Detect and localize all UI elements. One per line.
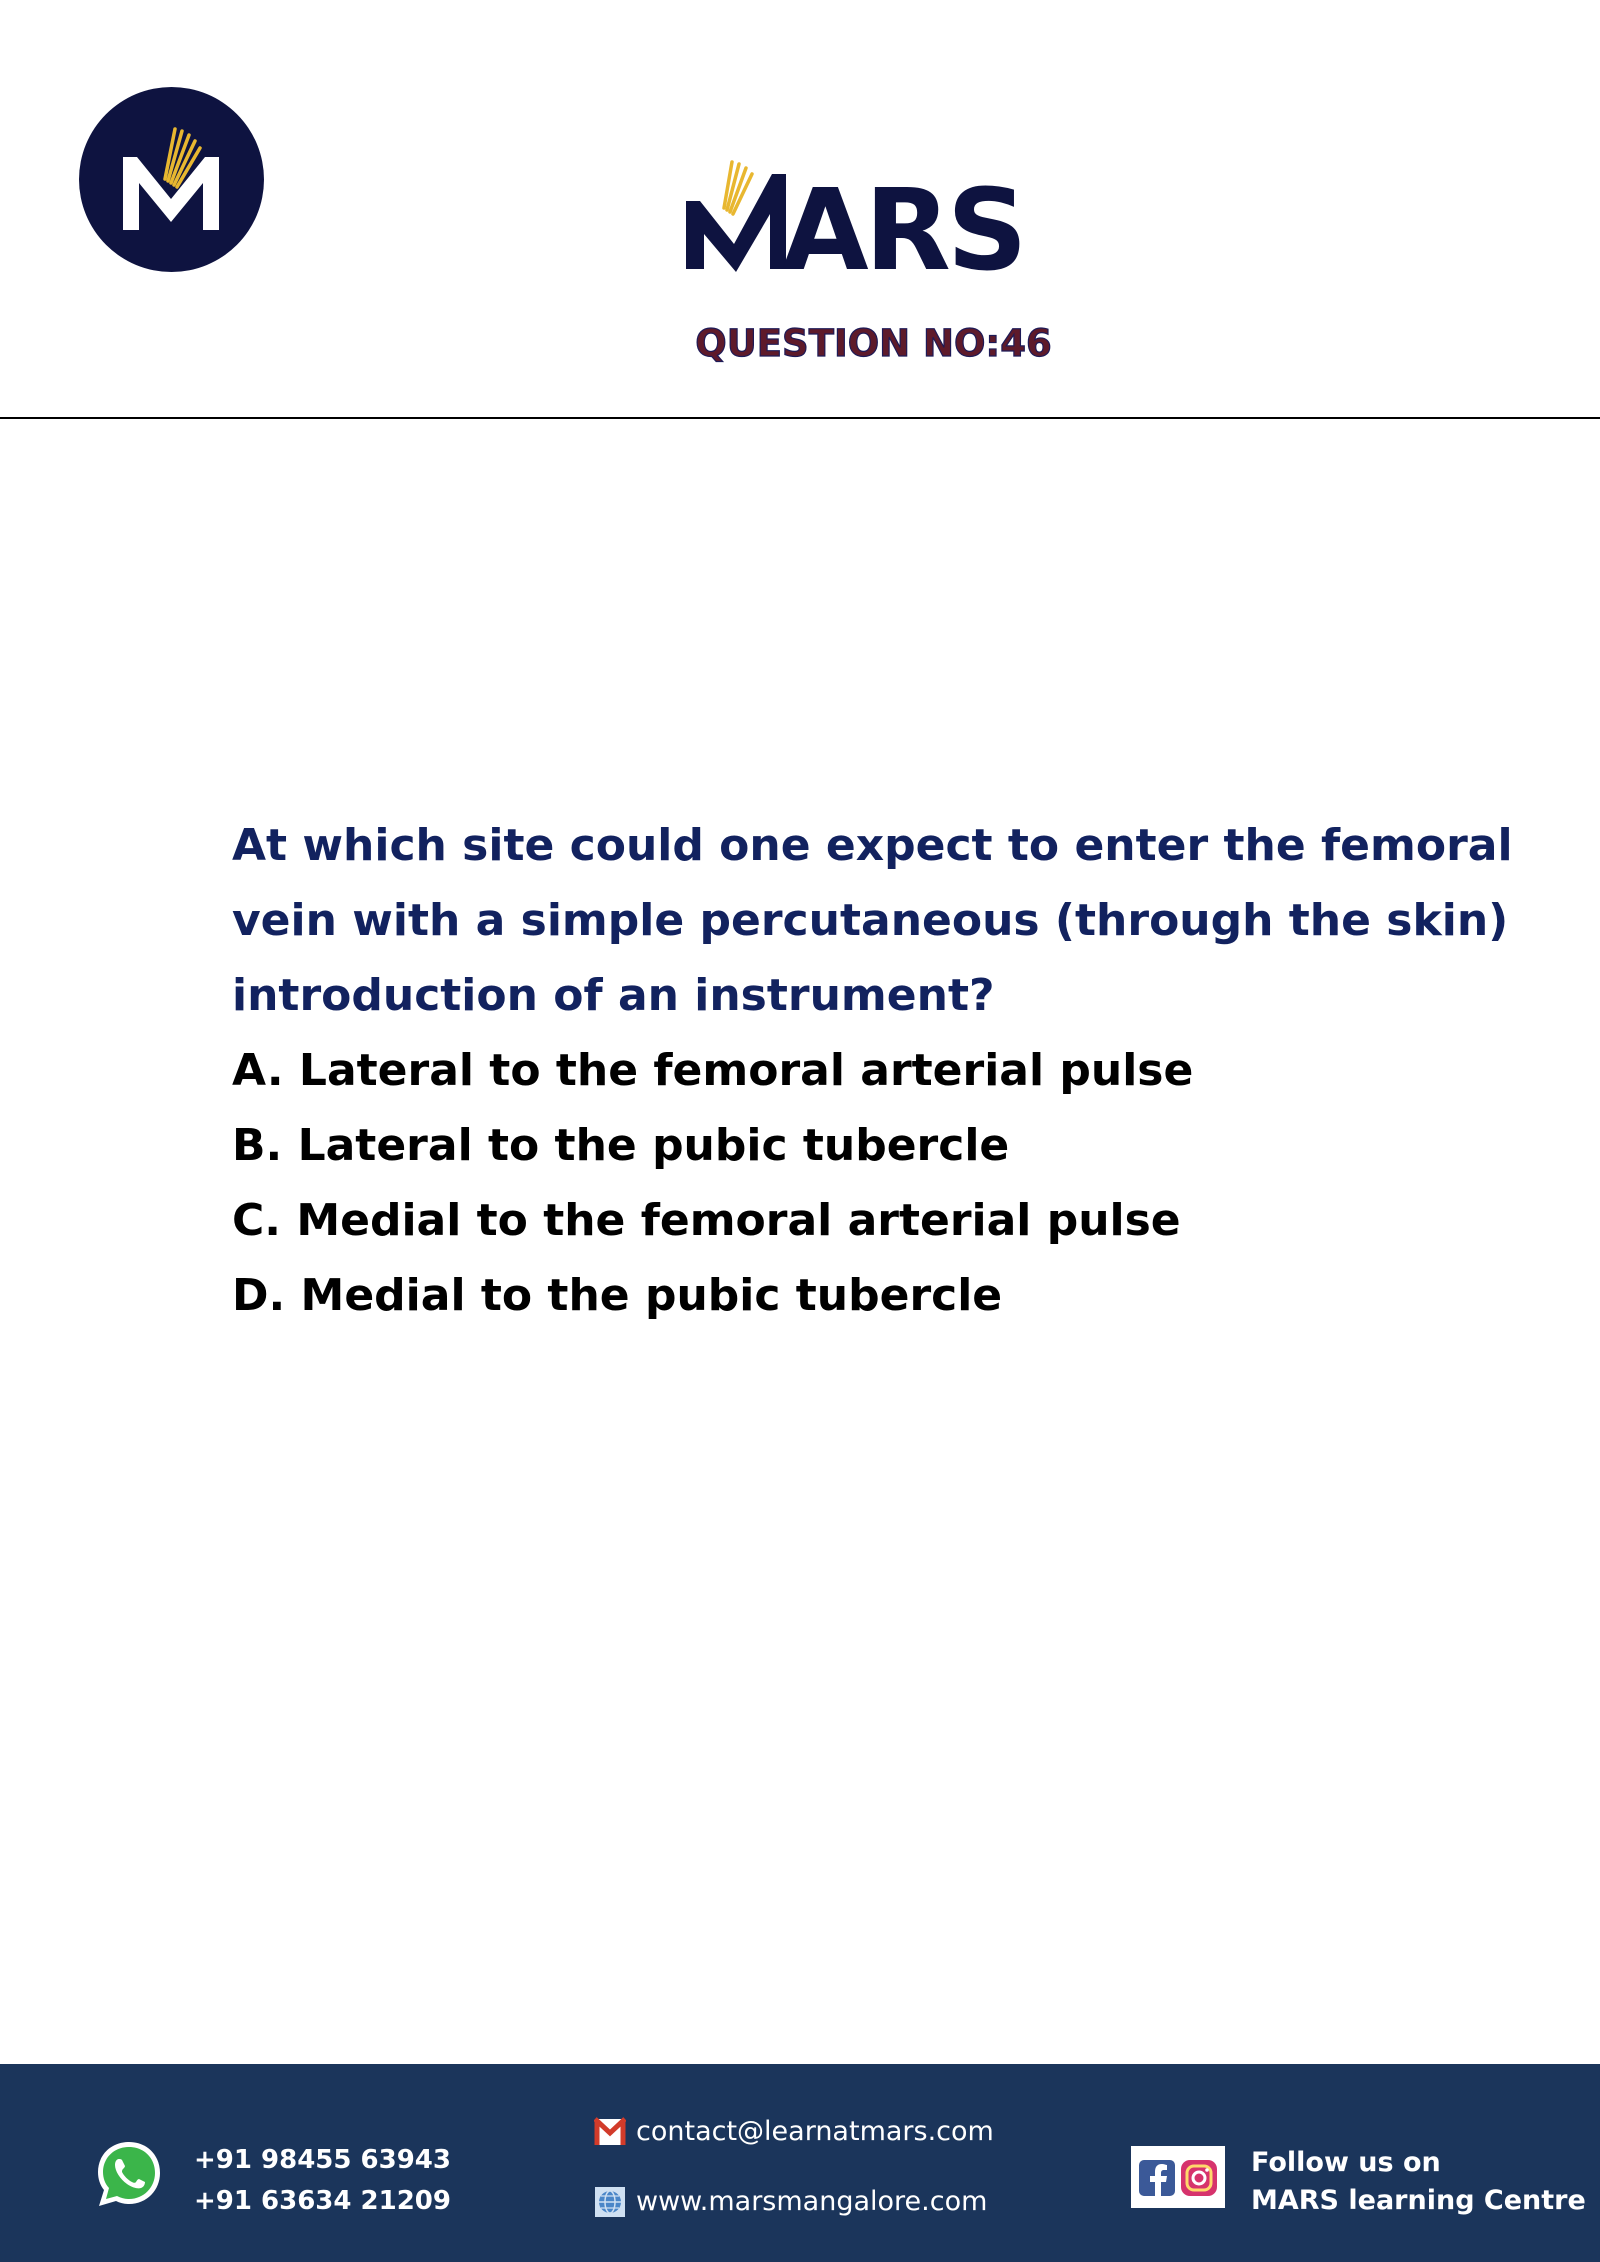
question-text: At which site could one expect to enter the femoral vein with a simple percutaneous (through the skin) introduction of an instrument? — [232, 820, 1513, 1021]
globe-icon — [594, 2187, 626, 2217]
mars-wordmark-logo — [686, 156, 1024, 296]
option-d: D. Medial to the pubic tubercle — [232, 1270, 1003, 1321]
website-row[interactable] — [594, 2186, 987, 2217]
answer-options — [232, 1033, 1532, 1333]
email-address: contact@learnatmars.com — [636, 2116, 994, 2147]
follow-us — [1251, 2144, 1586, 2220]
phone-numbers — [194, 2140, 451, 2222]
follow-line-1: Follow us on — [1251, 2147, 1441, 2178]
mail-icon — [594, 2117, 626, 2147]
whatsapp-icon — [93, 2138, 165, 2210]
question-number-label: QUESTION NO:46 — [695, 322, 1052, 365]
follow-line-2[interactable]: MARS learning Centre — [1251, 2185, 1586, 2216]
phone-number-1[interactable]: +91 98455 63943 — [194, 2145, 451, 2175]
facebook-icon — [1139, 2160, 1175, 2196]
email-row[interactable] — [594, 2116, 994, 2147]
option-c: C. Medial to the femoral arterial pulse — [232, 1195, 1181, 1246]
instagram-icon — [1181, 2160, 1217, 2196]
option-b: B. Lateral to the pubic tubercle — [232, 1120, 1010, 1171]
option-a: A. Lateral to the femoral arterial pulse — [232, 1045, 1194, 1096]
phone-number-2[interactable]: +91 63634 21209 — [194, 2186, 451, 2216]
footer-bar — [0, 2064, 1600, 2262]
question-block — [232, 808, 1532, 1333]
svg-text:ARS: ARS — [782, 166, 1024, 296]
website-url: www.marsmangalore.com — [636, 2186, 988, 2217]
header-divider — [0, 417, 1600, 419]
mars-circle-logo-icon — [79, 87, 264, 272]
social-icons — [1131, 2146, 1225, 2208]
